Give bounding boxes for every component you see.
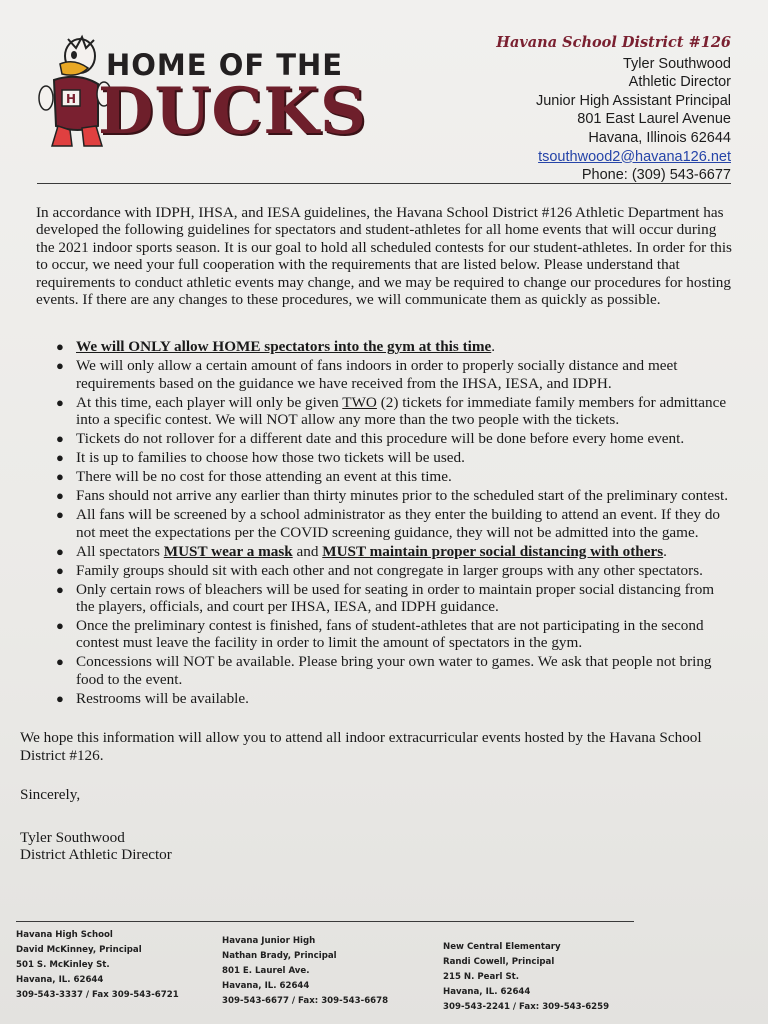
school-city: Havana, IL. 62644 <box>16 975 104 985</box>
bullet-icon: ● <box>56 488 64 504</box>
address-line-2: Havana, Illinois 62644 <box>588 129 731 146</box>
footer-school-elementary <box>443 940 609 1015</box>
header-divider <box>37 183 731 184</box>
rule-text: Only certain rows of bleachers will be used for seating in order to maintain proper social distancing from the players, officials, and court per IHSA, IESA, and IDPH guidance. <box>76 580 715 616</box>
phone-number: Phone: (309) 543-6677 <box>581 167 731 184</box>
bullet-icon: ● <box>56 450 64 466</box>
rule-text: and <box>292 542 323 560</box>
rule-text-emphasis: MUST wear a mask <box>163 542 293 560</box>
rule-text-emphasis: MUST maintain proper social distancing with others <box>322 542 664 560</box>
sign-off: Sincerely, <box>20 786 81 804</box>
school-principal: David McKinney, Principal <box>16 945 142 955</box>
rule-text: Fans should not arrive any earlier than thirty minutes prior to the scheduled start of the preliminary contest. <box>76 487 729 505</box>
list-item <box>36 581 736 616</box>
address-line-1: 801 East Laurel Avenue <box>577 111 731 128</box>
rule-text: . <box>663 542 667 560</box>
school-phone: 309-543-6677 / Fax: 309-543-6678 <box>222 996 389 1006</box>
bullet-icon: ● <box>56 394 64 410</box>
guidelines-list <box>36 338 736 707</box>
bullet-icon: ● <box>56 690 64 706</box>
letterhead-contact <box>496 34 731 185</box>
list-item <box>36 357 736 392</box>
signature-title: District Athletic Director <box>20 845 172 863</box>
signature-block <box>20 829 736 864</box>
bullet-icon: ● <box>56 581 64 597</box>
logo-tagline: HOME OF THE <box>106 48 344 82</box>
rule-text-underlined: TWO <box>342 393 377 411</box>
footer-school-junior-high <box>222 934 388 1009</box>
list-item <box>36 449 736 466</box>
footer-divider <box>16 921 634 922</box>
logo-ducks-word: DUCKS <box>98 74 368 149</box>
bullet-icon: ● <box>56 358 64 374</box>
bullet-icon: ● <box>56 562 64 578</box>
rule-text: There will be no cost for those attending an event at this time. <box>76 468 452 486</box>
list-item <box>36 562 736 579</box>
school-principal: Randi Cowell, Principal <box>443 957 555 967</box>
bullet-icon: ● <box>56 654 64 670</box>
school-street: 801 E. Laurel Ave. <box>222 966 310 976</box>
footer-school-high <box>16 928 179 1003</box>
list-item <box>36 394 736 429</box>
list-item <box>36 487 736 504</box>
list-item <box>36 430 736 447</box>
list-item <box>36 653 736 688</box>
rule-text: . <box>491 338 496 356</box>
bullet-icon: ● <box>56 543 64 559</box>
sender-title-2: Junior High Assistant Principal <box>535 92 731 109</box>
bullet-icon: ● <box>56 618 64 634</box>
school-principal: Nathan Brady, Principal <box>222 951 337 961</box>
rule-text: Tickets do not rollover for a different date and this procedure will be done before every home event. <box>76 430 685 448</box>
bullet-icon: ● <box>56 431 64 447</box>
sender-name: Tyler Southwood <box>622 55 731 72</box>
rule-text: We will ONLY allow HOME spectators into the gym at this time <box>76 338 492 356</box>
school-phone: 309-543-2241 / Fax: 309-543-6259 <box>443 1002 610 1012</box>
bullet-icon: ● <box>56 469 64 485</box>
school-name: Havana Junior High <box>222 936 316 946</box>
letter-body <box>20 204 736 863</box>
sender-title: Athletic Director <box>628 74 731 91</box>
list-item <box>36 468 736 485</box>
signature-name: Tyler Southwood <box>20 828 125 846</box>
bullet-icon: ● <box>56 507 64 523</box>
email-link[interactable]: tsouthwood2@havana126.net <box>538 148 731 165</box>
rule-text: Restrooms will be available. <box>76 689 249 707</box>
school-name: New Central Elementary <box>443 942 561 952</box>
rule-text: All spectators <box>76 542 164 560</box>
rule-text: All fans will be screened by a school administrator as they enter the building to attend an event. If they do not meet the expectations per the COVID screening guidance, they will not be admitted into the game. <box>76 506 721 541</box>
intro-paragraph: In accordance with IDPH, IHSA, and IESA guidelines, the Havana School District #126 Athletic Department has developed the following guidelines for spectators and student-athletes for all home events that will occur during the 2021 indoor sports season. It is our goal to hold all scheduled contests for our student-athletes. In order for this to occur, we need your full cooperation with the requirements that are listed below. Please understand that requirements to conduct athletic events may change, and we may be required to change our procedures for hosting events. If there are any changes to these procedures, we will communicate them as quickly as possible. <box>36 204 732 309</box>
rule-text: It is up to families to choose how those two tickets will be used. <box>76 449 465 467</box>
rule-text: Concessions will NOT be available. Please bring your own water to games. We ask that people not bring food to the event. <box>76 653 712 688</box>
rule-text: (2) tickets for immediate family members for admittance into a specific contest. We will NOT allow any more than the two people with the tickets. <box>76 393 727 429</box>
school-city: Havana, IL. 62644 <box>443 987 531 997</box>
list-item <box>36 543 736 560</box>
school-street: 501 S. McKinley St. <box>16 960 110 970</box>
svg-text:H: H <box>66 92 77 106</box>
rule-text: We will only allow a certain amount of fans indoors in order to properly socially distance and meet requirements based on the guidance we have received from the IHSA, IESA, and IDPH. <box>76 357 678 392</box>
rule-text: At this time, each player will only be given <box>76 393 343 411</box>
school-city: Havana, IL. 62644 <box>222 981 310 991</box>
closing-paragraph: We hope this information will allow you to attend all indoor extracurricular events hosted by the Havana School District #126. <box>20 729 702 764</box>
rule-text: Family groups should sit with each other and not congregate in larger groups with any other spectators. <box>76 561 703 579</box>
school-street: 215 N. Pearl St. <box>443 972 520 982</box>
ducks-logo <box>38 34 368 154</box>
bullet-icon: ● <box>56 339 64 355</box>
school-name: Havana High School <box>16 930 113 940</box>
district-name: Havana School District #126 <box>496 34 731 51</box>
school-phone: 309-543-3337 / Fax 309-543-6721 <box>16 990 179 1000</box>
list-item <box>36 338 736 355</box>
list-item <box>36 690 736 707</box>
rule-text: Once the preliminary contest is finished, fans of student-athletes that are not participating in the second contest must leave the facility in order to limit the amount of spectators in the gym. <box>76 617 704 652</box>
list-item <box>36 617 736 652</box>
list-item <box>36 506 736 541</box>
